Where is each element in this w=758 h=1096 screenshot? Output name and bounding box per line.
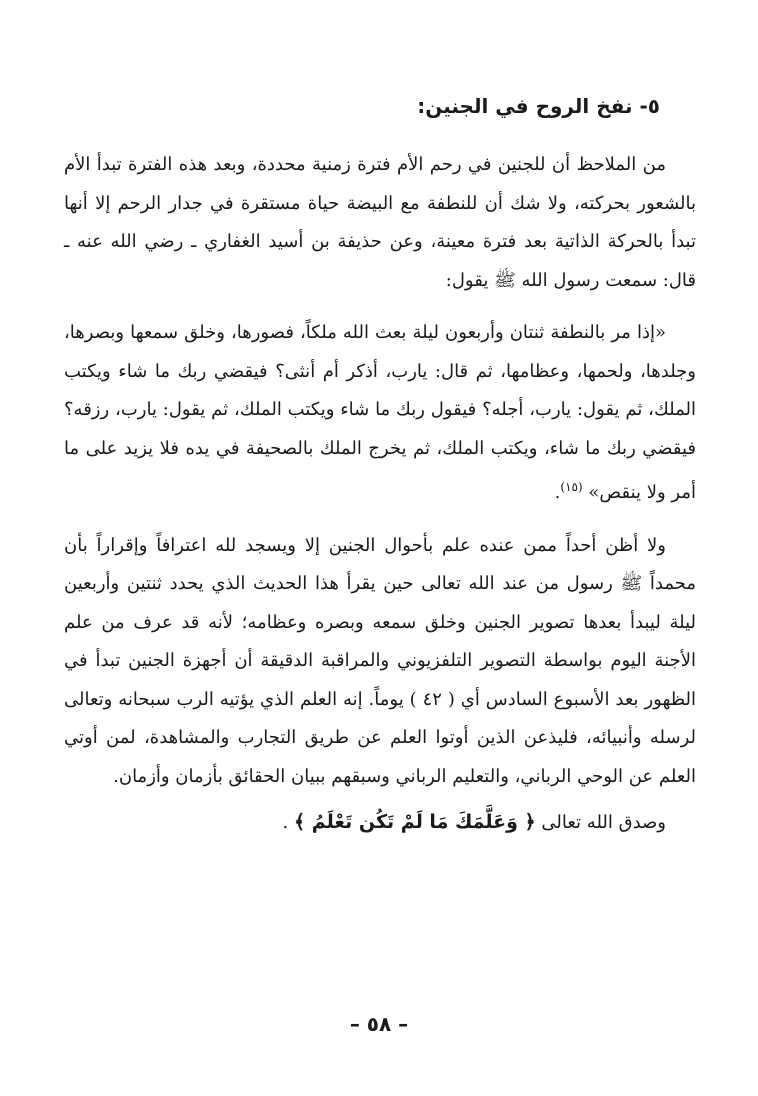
paragraph-intro: من الملاحظ أن للجنين في رحم الأم فترة زمنية محددة، وبعد هذه الفترة تبدأ الأم بالشعور بحركته، ولا شك أن للنطفة مع البيضة حياة مستقرة في جدار الرحم إلا أنها تبدأ بالحركة الذاتية بعد فترة معينة، وعن حذيفة بن أسيد الغفاري ـ رضي الله عنه ـ قال: سمعت رسول الله ﷺ يقول: [64, 154, 696, 291]
closing-end-period: . [282, 812, 289, 833]
paragraph-hadith [64, 314, 696, 513]
page-body [64, 86, 696, 843]
quran-verse: ﴿ وَعَلَّمَكَ مَا لَمْ تَكُن تَعْلَمُ ﴾ [294, 811, 536, 833]
paragraph-gap [64, 513, 696, 527]
closing-verse-line [64, 802, 696, 843]
hadith-end-period: . [554, 482, 561, 503]
footnote-reference: (١٥) [560, 480, 583, 494]
page-number: – ٥٨ – [349, 1012, 409, 1036]
section-heading: ٥- نفخ الروح في الجنين: [417, 94, 660, 118]
closing-prefix: وصدق الله تعالى [541, 812, 666, 833]
hadith-text: «إذا مر بالنطفة ثنتان وأربعون ليلة بعث الله ملكاً، فصورها، وخلق سمعها وبصرها، وجلدها، ولحمها، وعظامها، ثم قال: يارب، أذكر أم أنثى؟ فيقضي ربك ما شاء ويكتب الملك، ثم يقول: يارب، أجله؟ فيقول ربك ما شاء ويكتب الملك، ثم يقول: يارب، رزقه؟ فيقضي ربك ما شاء، ويكتب الملك، ثم يخرج الملك بالصحيفة في يده فلا يزيد على ما أمر ولا ينقص» [64, 322, 696, 503]
paragraph-commentary: ولا أظن أحداً ممن عنده علم بأحوال الجنين إلا ويسجد لله اعترافاً وإقراراً بأن محمداً ﷺ رسول من عند الله تعالى حين يقرأ هذا الحديث الذي يحدد ثنتين وأربعين ليلة ليبدأ بعدها تصوير الجنين وخلق سمعه وبصره وعظامه؛ لأنه قد عرف من علم الأجنة اليوم بواسطة التصوير التلفزيوني والمراقبة الدقيقة أن أجهزة الجنين تبدأ في الظهور بعد الأسبوع السادس أي ( ٤٢ ) يوماً. إنه العلم الذي يؤتيه الرب سبحانه وتعالى لرسله وأنبيائه، فليذعن الذين أوتوا العلم عن طريق التجارب والمشاهدة، لمن أوتي العلم عن الوحي الرباني، والتعليم الرباني وسبقهم ببيان الحقائق بأزمان وأزمان. [64, 534, 696, 787]
paragraph-gap [64, 300, 696, 314]
